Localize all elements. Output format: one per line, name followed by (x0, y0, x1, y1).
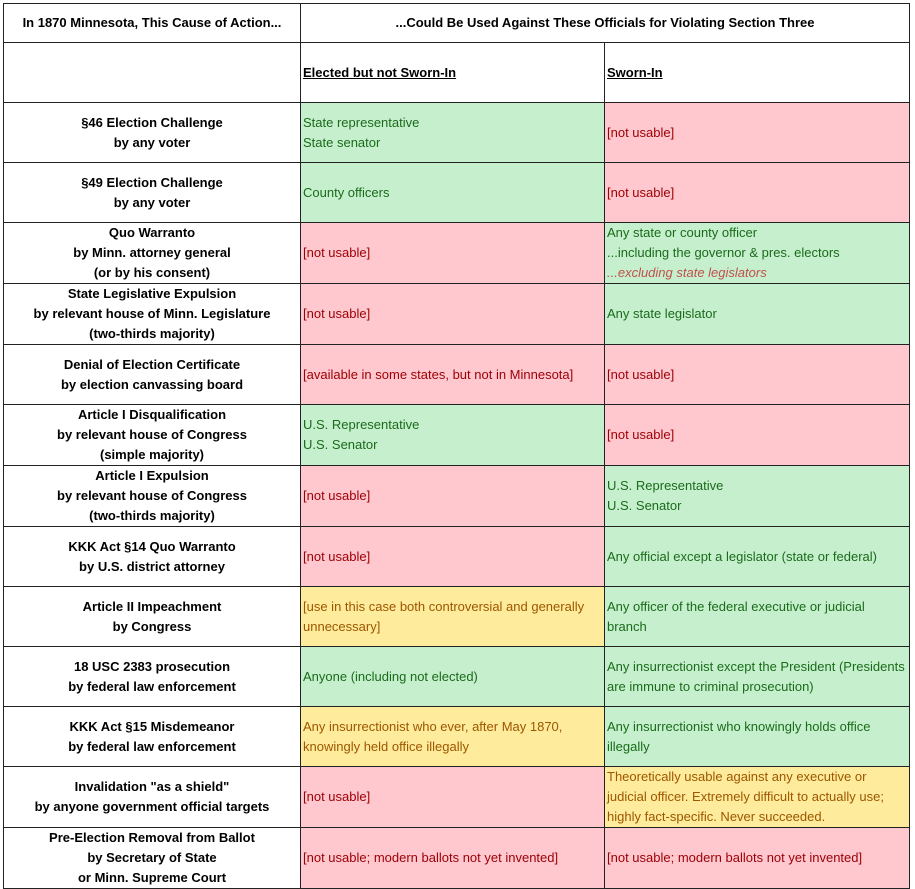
cell-elected: State representative State senator (301, 103, 605, 163)
cell-elected: Anyone (including not elected) (301, 647, 605, 707)
table-row (4, 163, 910, 223)
subheader-empty (4, 43, 301, 103)
cell-sworn: [not usable] (605, 345, 910, 405)
table-row (4, 223, 910, 284)
table-row (4, 345, 910, 405)
row-cause: §49 Election Challenge by any voter (4, 163, 301, 223)
cell-elected: [not usable] (301, 767, 605, 828)
subheader-elected-label: Elected but not Sworn-In (303, 64, 457, 80)
table-row (4, 466, 910, 527)
table-row (4, 284, 910, 345)
officials-table (3, 3, 910, 889)
cell-elected: [available in some states, but not in Minnesota] (301, 345, 605, 405)
cell-elected: [not usable] (301, 223, 605, 284)
cell-sworn: Any insurrectionist except the President (Presidents are immune to criminal prosecution) (605, 647, 910, 707)
subheader-sworn-label: Sworn-In (607, 64, 663, 80)
table-row (4, 767, 910, 828)
cell-elected: U.S. Representative U.S. Senator (301, 405, 605, 466)
row-cause: Denial of Election Certificate by election canvassing board (4, 345, 301, 405)
header-row (4, 4, 910, 43)
row-cause: Pre-Election Removal from Ballot by Secretary of State or Minn. Supreme Court (4, 828, 301, 889)
table-row (4, 527, 910, 587)
table-row (4, 405, 910, 466)
header-officials: ...Could Be Used Against These Officials for Violating Section Three (301, 4, 910, 43)
header-cause: In 1870 Minnesota, This Cause of Action... (4, 4, 301, 43)
row-cause: Article II Impeachment by Congress (4, 587, 301, 647)
cell-elected: Any insurrectionist who ever, after May 1870, knowingly held office illegally (301, 707, 605, 767)
cell-sworn: [not usable] (605, 103, 910, 163)
row-cause: Invalidation "as a shield" by anyone government official targets (4, 767, 301, 828)
row-cause: Article I Disqualification by relevant house of Congress (simple majority) (4, 405, 301, 466)
row-cause: §46 Election Challenge by any voter (4, 103, 301, 163)
cell-elected: [use in this case both controversial and generally unnecessary] (301, 587, 605, 647)
row-cause: State Legislative Expulsion by relevant house of Minn. Legislature (two-thirds majority) (4, 284, 301, 345)
cell-sworn: Any state or county officer ...including the governor & pres. electors ...excluding state legislators (605, 223, 910, 284)
cell-sworn: Any official except a legislator (state or federal) (605, 527, 910, 587)
cell-sworn: Any officer of the federal executive or judicial branch (605, 587, 910, 647)
row-cause: KKK Act §15 Misdemeanor by federal law enforcement (4, 707, 301, 767)
table-row (4, 828, 910, 889)
subheader-row (4, 43, 910, 103)
cell-sworn: [not usable] (605, 163, 910, 223)
cell-elected: County officers (301, 163, 605, 223)
row-cause: 18 USC 2383 prosecution by federal law enforcement (4, 647, 301, 707)
cell-sworn: Any state legislator (605, 284, 910, 345)
subheader-elected (301, 43, 605, 103)
row-cause: Quo Warranto by Minn. attorney general (or by his consent) (4, 223, 301, 284)
cell-sworn: U.S. Representative U.S. Senator (605, 466, 910, 527)
cell-elected: [not usable] (301, 466, 605, 527)
table-row (4, 707, 910, 767)
table-row (4, 103, 910, 163)
table-row (4, 647, 910, 707)
subheader-sworn (605, 43, 910, 103)
cell-sworn: [not usable] (605, 405, 910, 466)
cell-elected: [not usable; modern ballots not yet invented] (301, 828, 605, 889)
cell-sworn: Any insurrectionist who knowingly holds office illegally (605, 707, 910, 767)
row-cause: Article I Expulsion by relevant house of Congress (two-thirds majority) (4, 466, 301, 527)
row-cause: KKK Act §14 Quo Warranto by U.S. district attorney (4, 527, 301, 587)
table-row (4, 587, 910, 647)
cell-elected: [not usable] (301, 284, 605, 345)
cell-elected: [not usable] (301, 527, 605, 587)
cell-sworn: [not usable; modern ballots not yet invented] (605, 828, 910, 889)
cell-sworn: Theoretically usable against any executive or judicial officer. Extremely difficult to actually use; highly fact-specific. Never succeeded. (605, 767, 910, 828)
